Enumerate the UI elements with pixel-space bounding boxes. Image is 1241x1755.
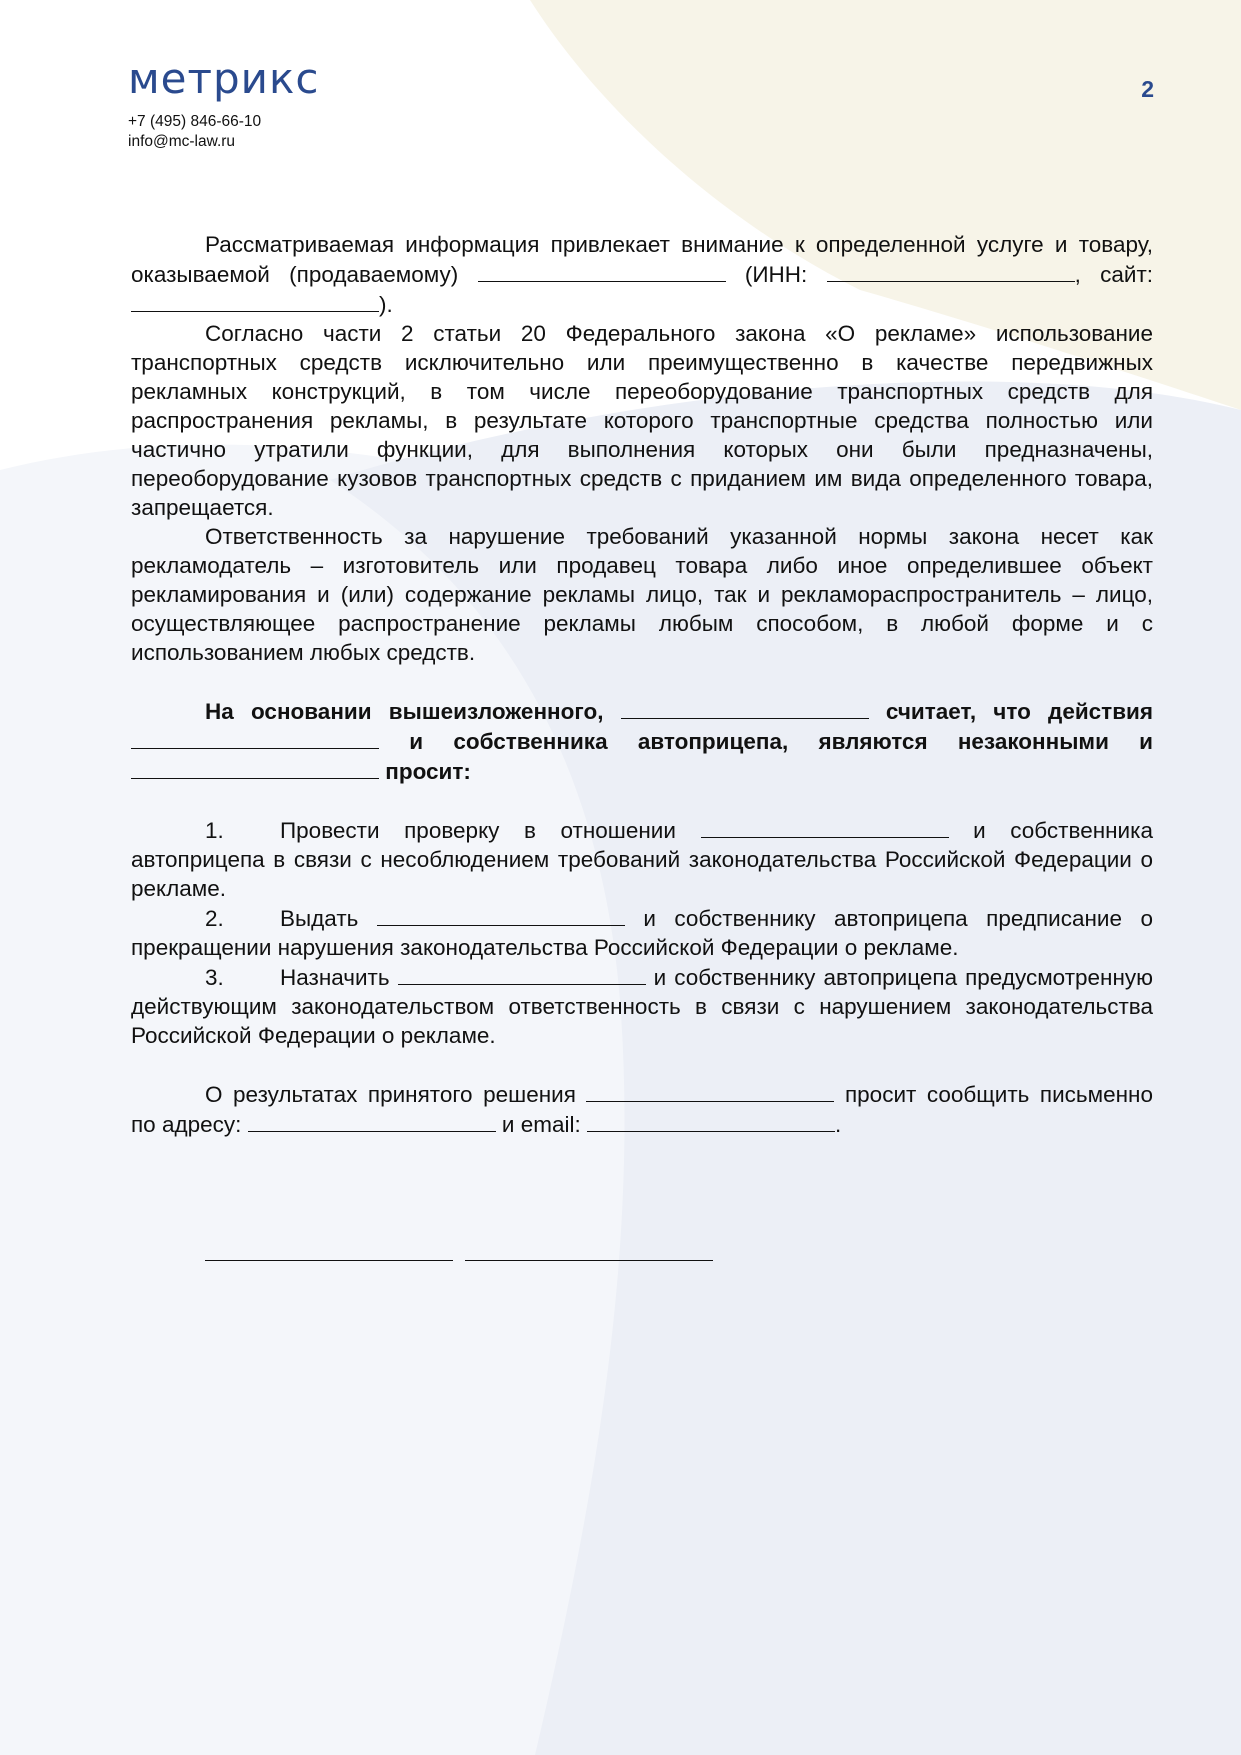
blank-field [827, 259, 1075, 282]
spacer [131, 1050, 1153, 1079]
list-number: 1. [205, 818, 224, 843]
list-item-2 [131, 903, 1153, 962]
text-segment: и email: [501, 1112, 581, 1137]
text-segment: О результатах принятого решения [205, 1082, 576, 1107]
signature-blank [205, 1238, 453, 1261]
text-segment: Назначить [280, 965, 390, 990]
contact-block [128, 112, 261, 152]
paragraph-responsibility: Ответственность за нарушение требований указанной нормы закона несет как рекламодатель – изготовитель или продавец товара либо иное определившее объект рекламирования и (или) содержание рекламы лицо, так и рекламораспространитель – лицо, осуществляющее распространение рекламы любым способом, в любой форме и с использованием любых средств. [131, 524, 1153, 665]
blank-field [131, 726, 379, 749]
text-segment: Рассматриваемая информация привлекает внимание к определенной услуге и товару, оказываемой (продаваемому) [131, 232, 1153, 287]
spacer [131, 786, 1153, 815]
contact-phone: +7 (495) 846-66-10 [128, 113, 262, 130]
signature-area [205, 1238, 719, 1267]
blank-field [398, 962, 646, 985]
blank-field [586, 1079, 834, 1102]
blank-field [701, 815, 949, 838]
paragraph-conclusion [131, 696, 1153, 786]
text-segment: просит: [385, 759, 471, 784]
text-segment: (ИНН: [744, 262, 808, 287]
blank-field [131, 289, 379, 312]
list-number: 2. [205, 906, 224, 931]
blank-field [478, 259, 726, 282]
text-segment: просит сообщить письменно по адресу: [131, 1082, 1153, 1137]
blank-field [377, 903, 625, 926]
blank-field [131, 756, 379, 779]
paragraph-law: Согласно части 2 статьи 20 Федерального закона «О рекламе» использование транспортных средств исключительно или преимущественно в качестве передвижных рекламных конструкций, в том числе переоборудование транспортных средств для распространения рекламы, в результате которого транспортные средства полностью или частично утратили функции, для выполнения которых они были предназначены, переоборудование кузовов транспортных средств с приданием им вида определенного товара, запрещается. [131, 321, 1153, 520]
text-segment: , сайт: [1074, 262, 1153, 287]
document-body [131, 230, 1153, 1139]
company-logo: метрикс [128, 54, 320, 103]
text-segment: и собственника автоприцепа в связи с несоблюдением требований законодательства Российской Федерации о рекламе. [131, 818, 1153, 901]
text-segment: Провести проверку в отношении [280, 818, 676, 843]
text-segment: Выдать [280, 906, 359, 931]
text-segment: . [835, 1112, 842, 1137]
paragraph-closing [131, 1079, 1153, 1139]
contact-email: info@mc-law.ru [128, 133, 236, 150]
text-segment: и собственнику автоприцепа предписание о прекращении нарушения законодательства Российской Федерации о рекламе. [131, 906, 1153, 960]
page-number: 2 [1141, 76, 1154, 102]
text-segment: и собственнику автоприцепа предусмотренную действующим законодательством ответственность в связи с нарушением законодательства Российской Федерации о рекламе. [131, 965, 1153, 1048]
text-segment: На основании вышеизложенного, [205, 699, 604, 724]
list-item-1 [131, 815, 1153, 903]
text-segment: и собственника автоприцепа, являются незаконными и [409, 729, 1153, 754]
list-number: 3. [205, 965, 224, 990]
blank-field [248, 1109, 496, 1132]
paragraph-info [131, 230, 1153, 319]
blank-field [621, 696, 869, 719]
list-item-3 [131, 962, 1153, 1050]
text-segment: ). [379, 292, 393, 317]
spacer [131, 667, 1153, 696]
name-blank [465, 1238, 713, 1261]
blank-field [587, 1109, 835, 1132]
text-segment: считает, что действия [885, 699, 1153, 724]
